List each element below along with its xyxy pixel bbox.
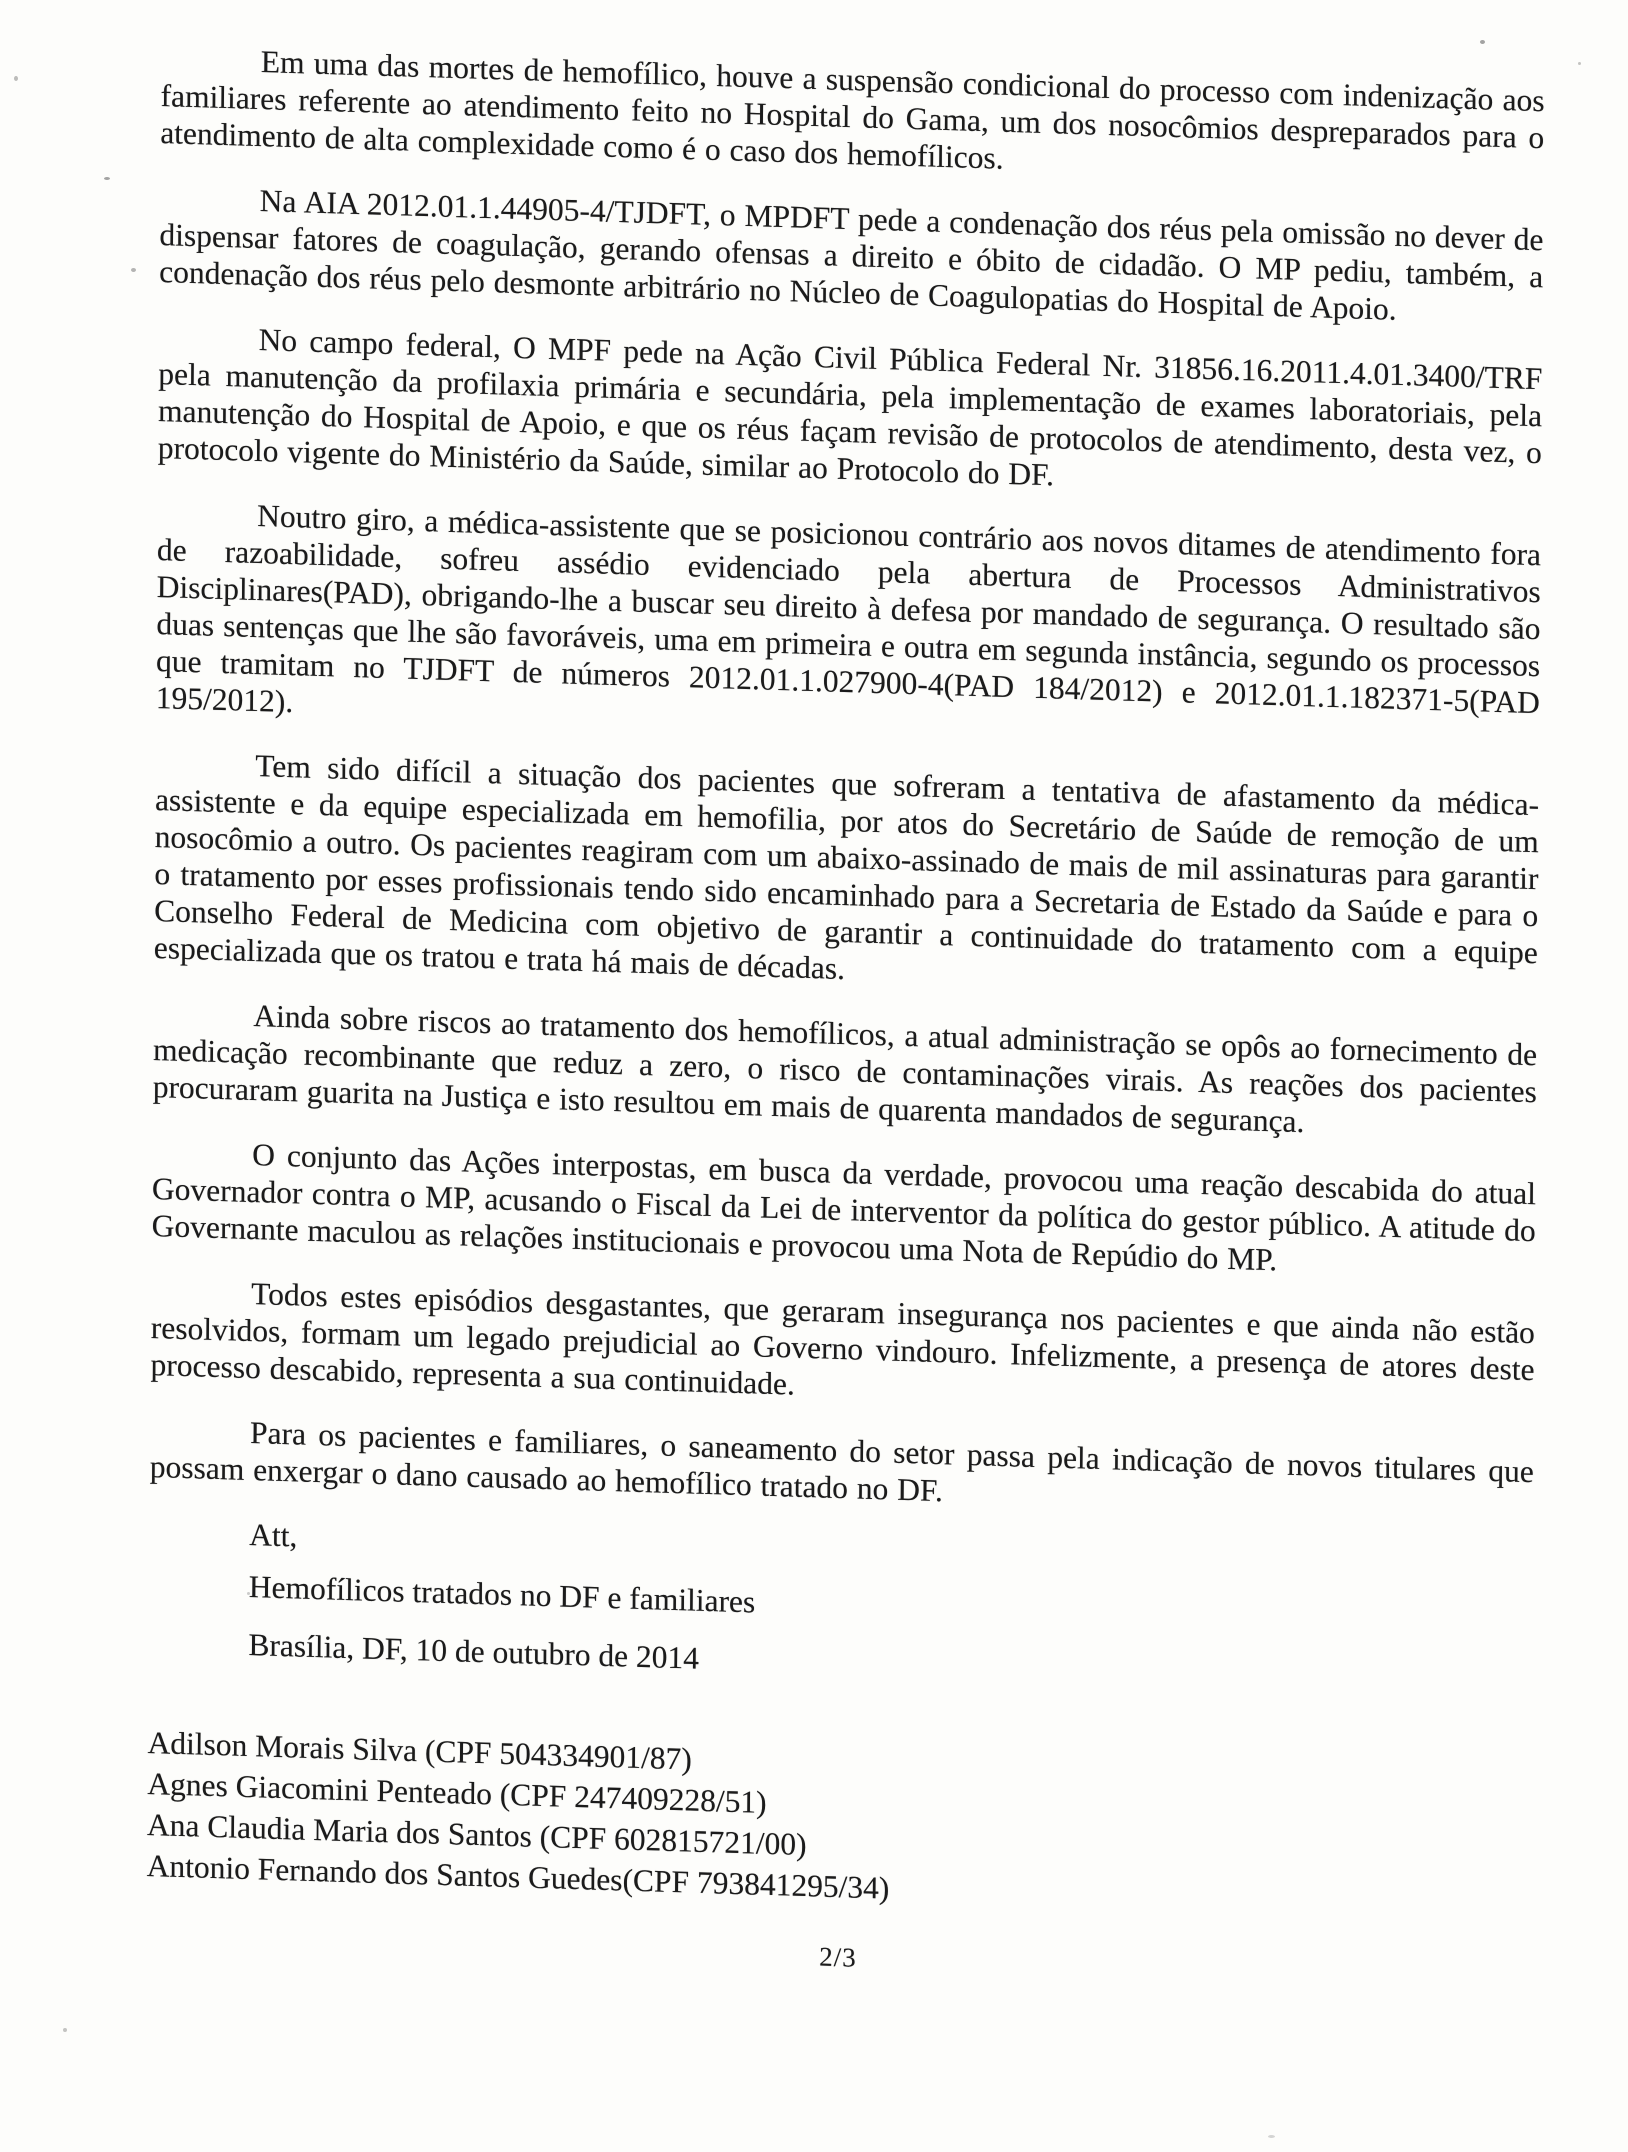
scan-speck [131, 268, 136, 272]
paragraph: No campo federal, O MPF pede na Ação Civil Pública Federal Nr. 31856.16.2011.4.01.3400/TRF pela manutenção da profilaxia primária e secundária, pela implementação de exames laboratoriais, pela manutenção do Hospital de Apoio, e que os réus façam revisão de protocolos de atendimento, desta vez, o protocolo vigente do Ministério da Saúde, similar ao Protocolo do DF. [157, 322, 1543, 493]
place-date-line: Brasília, DF, 10 de outubro de 2014 [248, 1627, 700, 1676]
paragraph: Todos estes episódios desgastantes, que geraram insegurança nos pacientes e que ainda não estão resolvidos, formam um legado prejudicial ao Governo vindouro. Infelizmente, a presença de atores deste processo descabido, representa a sua continuidade. [150, 1276, 1536, 1402]
paragraph: Na AIA 2012.01.1.44905-4/TJDFT, o MPDFT pede a condenação dos réus pela omissão no dever de dispensar fatores de coagulação, gerando ofensas a direito e óbito de cidadão. O MP pediu, também, a condenação dos réus pelo desmonte arbitrário no Núcleo de Coagulopatias do Hospital de Apoio. [159, 183, 1544, 327]
scan-speck [247, 1592, 250, 1595]
scan-speck [1480, 40, 1485, 44]
paragraph: Ainda sobre riscos ao tratamento dos hemofílicos, a atual administração se opôs ao fornecimento de medicação recombinante que reduz a zero, o risco de contaminações virais. As reações dos pacientes procuraram guarita na Justiça e isto resultou em mais de quarenta mandados de segurança. [152, 998, 1538, 1140]
signature-group-name: Hemofílicos tratados no DF e familiares [248, 1569, 756, 1620]
scan-speck [14, 76, 18, 81]
closing-salutation: Att, [249, 1517, 298, 1554]
scan-speck [1578, 62, 1581, 65]
paragraph: Tem sido difícil a situação dos pacientes que sofreram a tentativa de afastamento da médica-assistente e da equipe especializada em hemofilia, por atos do Secretário de Saúde de remoção de um nosocômio a outro. Os pacientes reagiram com um abaixo-assinado de mais de mil assinaturas para garantir o tratamento por esses profissionais tendo sido encaminhado para a Secretaria de Estado da Saúde e para o Conselho Federal de Medicina com objetivo de garantir a continuidade do tratamento com a equipe especializada que os tratou e trata há mais de décadas. [153, 748, 1540, 987]
signatory-line: Agnes Giacomini Penteado (CPF 247409228/51) [147, 1765, 767, 1820]
paragraph: O conjunto das Ações interpostas, em busca da verdade, provocou uma reação descabida do atual Governador contra o MP, acusando o Fiscal da Lei de interventor da política do gestor público. A atitude do Governante maculou as relações institucionais e provocou uma Nota de Repúdio do MP. [151, 1137, 1537, 1278]
signatory-line: Ana Claudia Maria dos Santos (CPF 602815721/00) [146, 1806, 807, 1863]
signatory-line: Antonio Fernando dos Santos Guedes(CPF 793841295/34) [146, 1847, 890, 1906]
paragraph: Noutro giro, a médica-assistente que se posicionou contrário aos novos ditames de atendimento fora de razoabilidade, sofreu assédio evidenciado pela abertura de Processos Administrativos Disciplinares(PAD), obrigando-lhe a buscar seu direito à defesa por mandado de segurança. O resultado são duas sentenças que lhe são favoráveis, uma em primeira e outra em segunda instância, segundo os processos que tramitam no TJDFT de números 2012.01.1.027900-4(PAD 184/2012) e 2012.01.1.182371-5(PAD 195/2012). [155, 498, 1542, 721]
letter-body [146, 40, 1545, 1997]
paragraph: Para os pacientes e familiares, o saneamento do setor passa pela indicação de novos titulares que possam enxergar o dano causado ao hemofílico tratado no DF. [149, 1415, 1534, 1509]
signatory-line: Adilson Morais Silva (CPF 504334901/87) [147, 1724, 692, 1777]
scan-speck [104, 177, 110, 180]
signatory-list [147, 1722, 1532, 1928]
scan-speck [1268, 2135, 1275, 2138]
paragraph: Em uma das mortes de hemofílico, houve a suspensão condicional do processo com indenização aos familiares referente ao atendimento feito no Hospital do Gama, um dos nosocômios despreparados para o atendimento de alta complexidade como é o caso dos hemofílicos. [160, 44, 1545, 176]
scan-speck [63, 2028, 67, 2032]
page-number: 2/3 [819, 1941, 857, 1973]
